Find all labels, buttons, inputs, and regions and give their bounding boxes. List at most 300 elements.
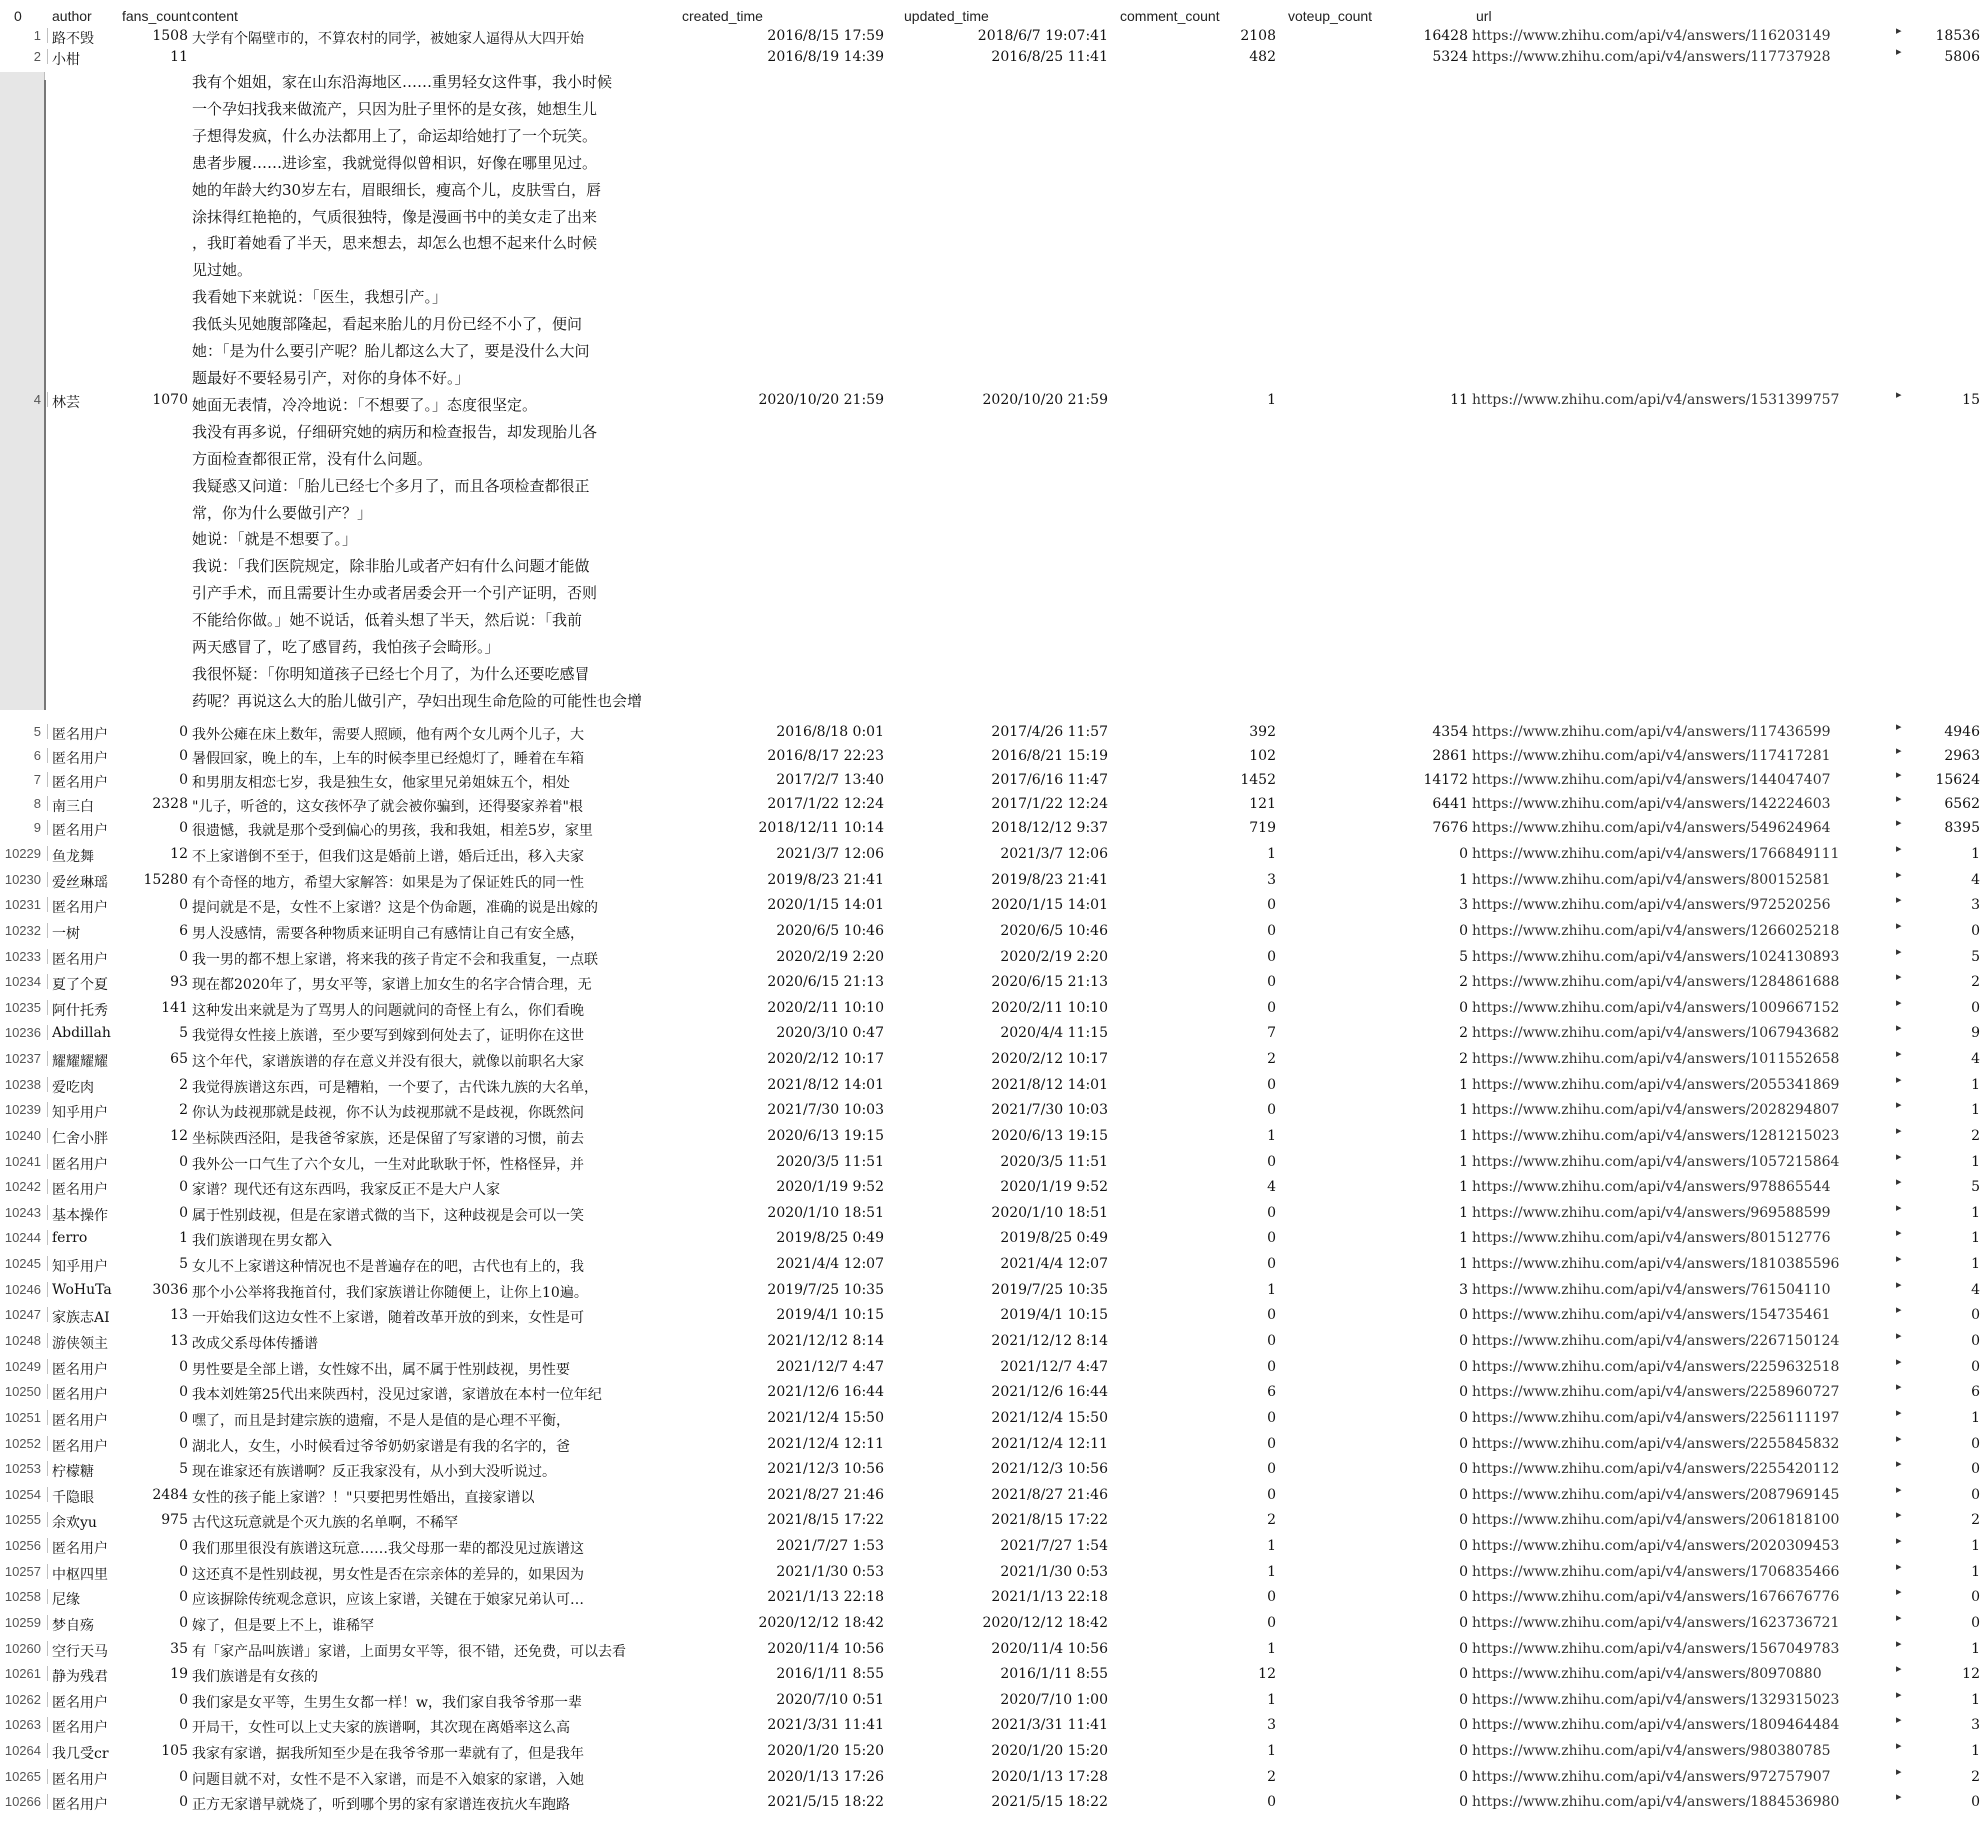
cell-extra[interactable]: 0 — [1971, 1333, 1980, 1349]
header-comment[interactable]: comment_count — [1120, 8, 1220, 24]
cell-author[interactable]: 柠檬糖 — [52, 1464, 94, 1480]
cell-created[interactable]: 2021/12/4 15:50 — [767, 1410, 884, 1426]
cell-comment[interactable]: 3 — [1267, 1717, 1276, 1733]
row-number[interactable]: 10255 — [0, 1512, 48, 1527]
cell-created[interactable]: 2020/1/20 15:20 — [767, 1743, 884, 1759]
cell-updated[interactable]: 2017/6/16 11:47 — [991, 772, 1108, 788]
cell-comment[interactable]: 1 — [1267, 1743, 1276, 1759]
cell-author[interactable]: ferro — [52, 1230, 88, 1246]
cell-content[interactable]: 现在都2020年了，男女平等，家谱上加女生的名字合情合理，无 — [192, 977, 592, 993]
cell-fans[interactable]: 93 — [170, 974, 188, 990]
cell-updated[interactable]: 2021/12/4 15:50 — [991, 1410, 1108, 1426]
cell-updated[interactable]: 2021/8/15 17:22 — [991, 1512, 1108, 1528]
row-number[interactable]: 10265 — [0, 1769, 48, 1784]
comment-flag-icon[interactable]: ▸ — [1896, 1124, 1902, 1137]
cell-content[interactable]: 有「家产品叫族谱」家谱，上面男女平等，很不错，还免费，可以去看 — [192, 1644, 626, 1660]
cell-extra[interactable]: 4 — [1971, 1282, 1980, 1298]
cell-content[interactable]: 古代这玩意就是个灭九族的名单啊，不稀罕 — [192, 1515, 458, 1531]
cell-fans[interactable]: 0 — [179, 949, 188, 965]
cell-content[interactable]: 家谱？现代还有这东西吗，我家反正不是大户人家 — [192, 1182, 500, 1198]
cell-comment[interactable]: 3 — [1267, 872, 1276, 888]
comment-flag-icon[interactable]: ▸ — [1896, 720, 1902, 733]
cell-updated[interactable]: 2021/12/3 10:56 — [991, 1461, 1108, 1477]
comment-flag-icon[interactable]: ▸ — [1896, 1534, 1902, 1547]
row-number[interactable]: 10262 — [0, 1692, 48, 1707]
cell-extra[interactable]: 0 — [1971, 923, 1980, 939]
cell-fans[interactable]: 3036 — [152, 1282, 188, 1298]
cell-voteup[interactable]: 0 — [1459, 1666, 1468, 1682]
cell-created[interactable]: 2016/1/11 8:55 — [776, 1666, 884, 1682]
cell-fans[interactable]: 0 — [179, 1179, 188, 1195]
row-number[interactable]: 10237 — [0, 1051, 48, 1066]
cell-comment[interactable]: 0 — [1267, 1589, 1276, 1605]
cell-created[interactable]: 2021/12/6 16:44 — [767, 1384, 884, 1400]
cell-author[interactable]: 匿名用户 — [52, 751, 108, 767]
cell-voteup[interactable]: 0 — [1459, 1692, 1468, 1708]
cell-extra[interactable]: 4946 — [1944, 724, 1980, 740]
cell-url[interactable]: https://www.zhihu.com/api/v4/answers/2028294807 — [1472, 1102, 1840, 1118]
cell-voteup[interactable]: 5324 — [1432, 49, 1468, 65]
cell-content[interactable]: 我觉得女性接上族谱，至少要写到嫁到何处去了，证明你在这世 — [192, 1028, 584, 1044]
cell-created[interactable]: 2021/12/4 12:11 — [767, 1436, 884, 1452]
cell-voteup[interactable]: 1 — [1459, 1205, 1468, 1221]
cell-comment[interactable]: 0 — [1267, 1154, 1276, 1170]
comment-flag-icon[interactable]: ▸ — [1896, 1021, 1902, 1034]
cell-extra[interactable]: 1 — [1971, 1538, 1980, 1554]
cell-created[interactable]: 2021/1/13 22:18 — [767, 1589, 884, 1605]
cell-created[interactable]: 2021/5/15 18:22 — [767, 1794, 884, 1810]
comment-flag-icon[interactable]: ▸ — [1896, 1688, 1902, 1701]
cell-voteup[interactable]: 2861 — [1432, 748, 1468, 764]
cell-updated[interactable]: 2020/6/5 10:46 — [1000, 923, 1108, 939]
comment-flag-icon[interactable]: ▸ — [1896, 970, 1902, 983]
cell-voteup[interactable]: 3 — [1459, 897, 1468, 913]
cell-author[interactable]: 匿名用户 — [52, 1695, 108, 1711]
cell-url[interactable]: https://www.zhihu.com/api/v4/answers/1706835466 — [1472, 1564, 1840, 1580]
cell-author[interactable]: 匿名用户 — [52, 775, 108, 791]
comment-flag-icon[interactable]: ▸ — [1896, 1201, 1902, 1214]
cell-content[interactable]: 提问就是不是，女性不上家谱？这是个伪命题，准确的说是出嫁的 — [192, 900, 598, 916]
cell-created[interactable]: 2018/12/11 10:14 — [758, 820, 884, 836]
cell-extra[interactable]: 2 — [1971, 974, 1980, 990]
cell-url[interactable]: https://www.zhihu.com/api/v4/answers/116203149 — [1472, 28, 1831, 44]
cell-voteup[interactable]: 6441 — [1432, 796, 1468, 812]
cell-updated[interactable]: 2020/1/20 15:20 — [991, 1743, 1108, 1759]
cell-voteup[interactable]: 0 — [1459, 1769, 1468, 1785]
cell-voteup[interactable]: 1 — [1459, 1154, 1468, 1170]
cell-url[interactable]: https://www.zhihu.com/api/v4/answers/1810385596 — [1472, 1256, 1840, 1272]
cell-author[interactable]: 鱼龙舞 — [52, 849, 94, 865]
comment-flag-icon[interactable]: ▸ — [1896, 768, 1902, 781]
cell-fans[interactable]: 5 — [179, 1461, 188, 1477]
cell-comment[interactable]: 2108 — [1240, 28, 1276, 44]
cell-updated[interactable]: 2020/12/12 18:42 — [982, 1615, 1108, 1631]
cell-author[interactable]: 匿名用户 — [52, 1182, 108, 1198]
cell-comment[interactable]: 12 — [1258, 1666, 1276, 1682]
cell-voteup[interactable]: 11 — [1450, 392, 1468, 408]
cell-extra[interactable]: 0 — [1971, 1461, 1980, 1477]
cell-author[interactable]: 爱吃肉 — [52, 1080, 94, 1096]
cell-created[interactable]: 2016/8/18 0:01 — [776, 724, 884, 740]
cell-fans[interactable]: 0 — [179, 1615, 188, 1631]
cell-voteup[interactable]: 0 — [1459, 846, 1468, 862]
row-number[interactable]: 10229 — [0, 846, 48, 861]
cell-voteup[interactable]: 0 — [1459, 1564, 1468, 1580]
cell-created[interactable]: 2021/8/15 17:22 — [767, 1512, 884, 1528]
comment-flag-icon[interactable]: ▸ — [1896, 1175, 1902, 1188]
comment-flag-icon[interactable]: ▸ — [1896, 1765, 1902, 1778]
cell-comment[interactable]: 0 — [1267, 923, 1276, 939]
row-number[interactable]: 10236 — [0, 1025, 48, 1040]
row-number[interactable]: 10252 — [0, 1436, 48, 1451]
cell-content[interactable]: 嫁了，但是要上不上，谁稀罕 — [192, 1618, 374, 1634]
cell-created[interactable]: 2020/3/10 0:47 — [776, 1025, 884, 1041]
cell-fans[interactable]: 5 — [179, 1256, 188, 1272]
cell-created[interactable]: 2017/2/7 13:40 — [776, 772, 884, 788]
comment-flag-icon[interactable]: ▸ — [1896, 1739, 1902, 1752]
cell-comment[interactable]: 0 — [1267, 1615, 1276, 1631]
cell-author[interactable]: 余欢yu — [52, 1515, 97, 1531]
cell-updated[interactable]: 2017/1/22 12:24 — [991, 796, 1108, 812]
cell-created[interactable]: 2020/6/15 21:13 — [767, 974, 884, 990]
comment-flag-icon[interactable]: ▸ — [1896, 1713, 1902, 1726]
cell-created[interactable]: 2020/1/15 14:01 — [767, 897, 884, 913]
cell-updated[interactable]: 2016/8/21 15:19 — [991, 748, 1108, 764]
cell-created[interactable]: 2019/8/23 21:41 — [767, 872, 884, 888]
cell-author[interactable]: 耀耀耀耀 — [52, 1054, 108, 1070]
cell-updated[interactable]: 2021/3/31 11:41 — [991, 1717, 1108, 1733]
header-created[interactable]: created_time — [682, 8, 763, 24]
cell-fans[interactable]: 2484 — [152, 1487, 188, 1503]
cell-fans[interactable]: 1070 — [152, 392, 188, 408]
cell-voteup[interactable]: 0 — [1459, 1615, 1468, 1631]
row-number[interactable]: 10243 — [0, 1205, 48, 1220]
cell-comment[interactable]: 719 — [1249, 820, 1276, 836]
comment-flag-icon[interactable]: ▸ — [1896, 1790, 1902, 1803]
comment-flag-icon[interactable]: ▸ — [1896, 792, 1902, 805]
cell-comment[interactable]: 0 — [1267, 1436, 1276, 1452]
cell-content[interactable]: 湖北人，女生，小时候看过爷爷奶奶家谱是有我的名字的，爸 — [192, 1439, 570, 1455]
cell-url[interactable]: https://www.zhihu.com/api/v4/answers/1067943682 — [1472, 1025, 1840, 1041]
cell-content[interactable]: 我觉得族谱这东西，可是糟粕，一个要了，古代诛九族的大名单， — [192, 1080, 598, 1096]
cell-url[interactable]: https://www.zhihu.com/api/v4/answers/972757907 — [1472, 1769, 1831, 1785]
cell-fans[interactable]: 2328 — [152, 796, 188, 812]
cell-voteup[interactable]: 2 — [1459, 1051, 1468, 1067]
cell-content[interactable]: 男人没感情，需要各种物质来证明自己有感情让自己有安全感， — [192, 926, 584, 942]
cell-url[interactable]: https://www.zhihu.com/api/v4/answers/117417281 — [1472, 748, 1831, 764]
cell-voteup[interactable]: 16428 — [1423, 28, 1468, 44]
header-updated[interactable]: updated_time — [904, 8, 989, 24]
cell-comment[interactable]: 102 — [1249, 748, 1276, 764]
cell-updated[interactable]: 2018/12/12 9:37 — [991, 820, 1108, 836]
cell-content[interactable]: 我们那里很没有族谱这玩意……我父母那一辈的都没见过族谱这 — [192, 1541, 584, 1557]
cell-created[interactable]: 2021/8/12 14:01 — [767, 1077, 884, 1093]
cell-author[interactable]: 南三白 — [52, 799, 94, 815]
cell-voteup[interactable]: 0 — [1459, 1512, 1468, 1528]
cell-created[interactable]: 2021/1/30 0:53 — [776, 1564, 884, 1580]
comment-flag-icon[interactable]: ▸ — [1896, 1611, 1902, 1624]
cell-url[interactable]: https://www.zhihu.com/api/v4/answers/2061818100 — [1472, 1512, 1840, 1528]
cell-voteup[interactable]: 0 — [1459, 1794, 1468, 1810]
row-number[interactable]: 10246 — [0, 1282, 48, 1297]
cell-voteup[interactable]: 0 — [1459, 1717, 1468, 1733]
cell-content[interactable]: 开局干，女性可以上丈夫家的族谱啊，其次现在离婚率这么高 — [192, 1720, 570, 1736]
cell-fans[interactable]: 0 — [179, 1538, 188, 1554]
cell-fans[interactable]: 2 — [179, 1102, 188, 1118]
cell-created[interactable]: 2019/8/25 0:49 — [776, 1230, 884, 1246]
cell-url[interactable]: https://www.zhihu.com/api/v4/answers/2258960727 — [1472, 1384, 1840, 1400]
cell-content[interactable]: 我本刘姓第25代出来陕西村，没见过家谱，家谱放在本村一位年纪 — [192, 1387, 602, 1403]
cell-comment[interactable]: 0 — [1267, 1307, 1276, 1323]
cell-extra[interactable]: 12 — [1962, 1666, 1980, 1682]
cell-author[interactable]: 匿名用户 — [52, 1541, 108, 1557]
row-number[interactable]: 10264 — [0, 1743, 48, 1758]
cell-created[interactable]: 2020/6/13 19:15 — [767, 1128, 884, 1144]
row-number[interactable]: 10257 — [0, 1564, 48, 1579]
cell-comment[interactable]: 1 — [1267, 1641, 1276, 1657]
cell-voteup[interactable]: 14172 — [1423, 772, 1468, 788]
comment-flag-icon[interactable]: ▸ — [1896, 1303, 1902, 1316]
row-number[interactable]: 10249 — [0, 1359, 48, 1374]
cell-voteup[interactable]: 0 — [1459, 923, 1468, 939]
cell-created[interactable]: 2020/1/13 17:26 — [767, 1769, 884, 1785]
cell-url[interactable]: https://www.zhihu.com/api/v4/answers/80970880 — [1472, 1666, 1822, 1682]
cell-updated[interactable]: 2020/6/13 19:15 — [991, 1128, 1108, 1144]
comment-flag-icon[interactable]: ▸ — [1896, 1252, 1902, 1265]
cell-comment[interactable]: 1 — [1267, 846, 1276, 862]
cell-fans[interactable]: 0 — [179, 748, 188, 764]
cell-extra[interactable]: 0 — [1971, 1436, 1980, 1452]
comment-flag-icon[interactable]: ▸ — [1896, 945, 1902, 958]
comment-flag-icon[interactable]: ▸ — [1896, 842, 1902, 855]
cell-url[interactable]: https://www.zhihu.com/api/v4/answers/972520256 — [1472, 897, 1831, 913]
comment-flag-icon[interactable]: ▸ — [1896, 1662, 1902, 1675]
row-number[interactable]: 10245 — [0, 1256, 48, 1271]
comment-flag-icon[interactable]: ▸ — [1896, 919, 1902, 932]
cell-updated[interactable]: 2020/10/20 21:59 — [982, 392, 1108, 408]
cell-voteup[interactable]: 0 — [1459, 1641, 1468, 1657]
cell-author[interactable]: 林芸 — [52, 395, 80, 411]
cell-author[interactable]: 空行天马 — [52, 1644, 108, 1660]
comment-flag-icon[interactable]: ▸ — [1896, 1047, 1902, 1060]
cell-author[interactable]: 夏了个夏 — [52, 977, 108, 993]
cell-extra[interactable]: 15624 — [1935, 772, 1980, 788]
cell-author[interactable]: 基本操作 — [52, 1208, 108, 1224]
cell-created[interactable]: 2021/3/31 11:41 — [767, 1717, 884, 1733]
cell-content[interactable]: 大学有个隔壁市的，不算农村的同学，被她家人逼得从大四开始 — [192, 31, 584, 47]
cell-fans[interactable]: 141 — [161, 1000, 188, 1016]
cell-updated[interactable]: 2021/3/7 12:06 — [1000, 846, 1108, 862]
cell-content[interactable]: 我家有家谱，据我所知至少是在我爷爷那一辈就有了，但是我年 — [192, 1746, 584, 1762]
comment-flag-icon[interactable]: ▸ — [1896, 1329, 1902, 1342]
cell-url[interactable]: https://www.zhihu.com/api/v4/answers/969588599 — [1472, 1205, 1831, 1221]
comment-flag-icon[interactable]: ▸ — [1896, 1560, 1902, 1573]
row-number[interactable]: 4 — [0, 392, 48, 407]
cell-extra[interactable]: 2 — [1971, 1128, 1980, 1144]
comment-flag-icon[interactable]: ▸ — [1896, 996, 1902, 1009]
cell-fans[interactable]: 15280 — [143, 872, 188, 888]
row-number[interactable]: 10242 — [0, 1179, 48, 1194]
cell-content[interactable]: 问题目就不对，女性不是不入家谱，而是不入娘家的家谱，入她 — [192, 1772, 584, 1788]
comment-flag-icon[interactable]: ▸ — [1896, 1073, 1902, 1086]
cell-content[interactable]: 正方无家谱早就烧了，听到哪个男的家有家谱连夜抗火车跑路 — [192, 1797, 570, 1813]
cell-created[interactable]: 2021/7/30 10:03 — [767, 1102, 884, 1118]
cell-fans[interactable]: 975 — [161, 1512, 188, 1528]
cell-author[interactable]: 一树 — [52, 926, 80, 942]
cell-created[interactable]: 2016/8/17 22:23 — [767, 748, 884, 764]
cell-url[interactable]: https://www.zhihu.com/api/v4/answers/1057215864 — [1472, 1154, 1840, 1170]
row-number[interactable]: 10231 — [0, 897, 48, 912]
cell-content[interactable]: 这种发出来就是为了骂男人的问题就问的奇怪上有么，你们看晚 — [192, 1003, 584, 1019]
cell-fans[interactable]: 0 — [179, 1692, 188, 1708]
comment-flag-icon[interactable]: ▸ — [1896, 816, 1902, 829]
cell-updated[interactable]: 2021/7/30 10:03 — [991, 1102, 1108, 1118]
cell-extra[interactable]: 2 — [1971, 1512, 1980, 1528]
cell-voteup[interactable]: 0 — [1459, 1359, 1468, 1375]
row-number[interactable]: 10263 — [0, 1717, 48, 1732]
cell-fans[interactable]: 35 — [170, 1641, 188, 1657]
cell-created[interactable]: 2020/1/19 9:52 — [776, 1179, 884, 1195]
cell-voteup[interactable]: 0 — [1459, 1307, 1468, 1323]
cell-created[interactable]: 2021/12/3 10:56 — [767, 1461, 884, 1477]
cell-extra[interactable]: 1 — [1971, 1205, 1980, 1221]
cell-content[interactable]: 这个年代，家谱族谱的存在意义并没有很大，就像以前职名大家 — [192, 1054, 584, 1070]
cell-fans[interactable]: 0 — [179, 1794, 188, 1810]
cell-author[interactable]: 知乎用户 — [52, 1259, 108, 1275]
row-number[interactable]: 10240 — [0, 1128, 48, 1143]
cell-fans[interactable]: 0 — [179, 1154, 188, 1170]
cell-url[interactable]: https://www.zhihu.com/api/v4/answers/1567049783 — [1472, 1641, 1840, 1657]
cell-comment[interactable]: 2 — [1267, 1051, 1276, 1067]
cell-extra[interactable]: 0 — [1971, 1359, 1980, 1375]
cell-fans[interactable]: 105 — [161, 1743, 188, 1759]
cell-created[interactable]: 2021/7/27 1:53 — [776, 1538, 884, 1554]
cell-extra[interactable]: 5 — [1971, 949, 1980, 965]
cell-content[interactable]: 我们家是女平等，生男生女都一样！w，我们家自我爷爷那一辈 — [192, 1695, 582, 1711]
cell-url[interactable]: https://www.zhihu.com/api/v4/answers/117737928 — [1472, 49, 1831, 65]
cell-url[interactable]: https://www.zhihu.com/api/v4/answers/2020309453 — [1472, 1538, 1840, 1554]
cell-author[interactable]: 匿名用户 — [52, 1413, 108, 1429]
cell-voteup[interactable]: 1 — [1459, 872, 1468, 888]
comment-flag-icon[interactable]: ▸ — [1896, 1355, 1902, 1368]
cell-voteup[interactable]: 7676 — [1432, 820, 1468, 836]
cell-extra[interactable]: 2 — [1971, 1769, 1980, 1785]
cell-url[interactable]: https://www.zhihu.com/api/v4/answers/2256111197 — [1472, 1410, 1840, 1426]
cell-fans[interactable]: 0 — [179, 1589, 188, 1605]
comment-flag-icon[interactable]: ▸ — [1896, 1457, 1902, 1470]
cell-created[interactable]: 2017/1/22 12:24 — [767, 796, 884, 812]
cell-fans[interactable]: 1 — [179, 1230, 188, 1246]
row-number[interactable]: 10241 — [0, 1154, 48, 1169]
cell-content[interactable]: 女儿不上家谱这种情况也不是普遍存在的吧，古代也有上的，我 — [192, 1259, 584, 1275]
row-number[interactable]: 10254 — [0, 1487, 48, 1502]
cell-author[interactable]: 匿名用户 — [52, 1797, 108, 1813]
cell-author[interactable]: 尼缘 — [52, 1592, 80, 1608]
row-number[interactable]: 10266 — [0, 1794, 48, 1809]
cell-created[interactable]: 2021/3/7 12:06 — [776, 846, 884, 862]
cell-created[interactable]: 2020/10/20 21:59 — [758, 392, 884, 408]
cell-content[interactable]: "儿子，听爸的，这女孩怀孕了就会被你骗到，还得娶家养着"根 — [192, 799, 583, 815]
cell-content[interactable]: 那个小公举将我拖首付，我们家族谱让你随便上，让你上10遍。 — [192, 1285, 588, 1301]
comment-flag-icon[interactable]: ▸ — [1896, 1226, 1902, 1239]
cell-url[interactable]: https://www.zhihu.com/api/v4/answers/2255420112 — [1472, 1461, 1840, 1477]
cell-extra[interactable]: 0 — [1971, 1589, 1980, 1605]
expanded-content-cell[interactable] — [192, 69, 666, 719]
row-number[interactable]: 10248 — [0, 1333, 48, 1348]
cell-updated[interactable]: 2019/4/1 10:15 — [1000, 1307, 1108, 1323]
cell-extra[interactable]: 0 — [1971, 1487, 1980, 1503]
cell-updated[interactable]: 2021/12/6 16:44 — [991, 1384, 1108, 1400]
cell-extra[interactable]: 18536 — [1935, 28, 1980, 44]
cell-created[interactable]: 2020/11/4 10:56 — [767, 1641, 884, 1657]
cell-updated[interactable]: 2018/6/7 19:07:41 — [977, 28, 1108, 44]
cell-extra[interactable]: 6562 — [1944, 796, 1980, 812]
comment-flag-icon[interactable]: ▸ — [1896, 388, 1902, 401]
cell-extra[interactable]: 0 — [1971, 1615, 1980, 1631]
cell-created[interactable]: 2016/8/19 14:39 — [767, 49, 884, 65]
cell-created[interactable]: 2021/4/4 12:07 — [776, 1256, 884, 1272]
comment-flag-icon[interactable]: ▸ — [1896, 1150, 1902, 1163]
cell-url[interactable]: https://www.zhihu.com/api/v4/answers/1766849111 — [1472, 846, 1840, 862]
comment-flag-icon[interactable]: ▸ — [1896, 45, 1902, 58]
row-number[interactable]: 10234 — [0, 974, 48, 989]
cell-created[interactable]: 2021/12/12 8:14 — [767, 1333, 884, 1349]
cell-extra[interactable]: 0 — [1971, 1307, 1980, 1323]
cell-author[interactable]: 匿名用户 — [52, 1157, 108, 1173]
cell-created[interactable]: 2020/1/10 18:51 — [767, 1205, 884, 1221]
cell-url[interactable]: https://www.zhihu.com/api/v4/answers/154735461 — [1472, 1307, 1831, 1323]
cell-extra[interactable]: 1 — [1971, 1077, 1980, 1093]
cell-extra[interactable]: 1 — [1971, 1564, 1980, 1580]
cell-author[interactable]: WoHuTa — [52, 1282, 112, 1298]
comment-flag-icon[interactable]: ▸ — [1896, 1637, 1902, 1650]
cell-comment[interactable]: 392 — [1249, 724, 1276, 740]
cell-comment[interactable]: 0 — [1267, 1359, 1276, 1375]
cell-voteup[interactable]: 3 — [1459, 1282, 1468, 1298]
cell-voteup[interactable]: 1 — [1459, 1230, 1468, 1246]
cell-voteup[interactable]: 0 — [1459, 1410, 1468, 1426]
cell-content[interactable]: 嘿了，而且是封建宗族的遗瘤，不是人是值的是心理不平衡， — [192, 1413, 570, 1429]
cell-content[interactable]: 不上家谱倒不至于，但我们这是婚前上谱，婚后迁出，移入夫家 — [192, 849, 584, 865]
row-number[interactable]: 1 — [0, 28, 48, 43]
comment-flag-icon[interactable]: ▸ — [1896, 1278, 1902, 1291]
cell-author[interactable]: 静为残君 — [52, 1669, 108, 1685]
cell-author[interactable]: 千隐眼 — [52, 1490, 94, 1506]
cell-updated[interactable]: 2020/1/10 18:51 — [991, 1205, 1108, 1221]
cell-comment[interactable]: 1 — [1267, 392, 1276, 408]
cell-content[interactable]: 和男朋友相恋七岁，我是独生女，他家里兄弟姐妹五个，相处 — [192, 775, 570, 791]
cell-url[interactable]: https://www.zhihu.com/api/v4/answers/2259632518 — [1472, 1359, 1840, 1375]
comment-flag-icon[interactable]: ▸ — [1896, 1483, 1902, 1496]
cell-fans[interactable]: 13 — [170, 1307, 188, 1323]
cell-author[interactable]: 中枢四里 — [52, 1567, 108, 1583]
cell-extra[interactable]: 3 — [1971, 1717, 1980, 1733]
cell-extra[interactable]: 9 — [1971, 1025, 1980, 1041]
cell-author[interactable]: 匿名用户 — [52, 1720, 108, 1736]
cell-created[interactable]: 2019/4/1 10:15 — [776, 1307, 884, 1323]
header-index[interactable]: 0 — [14, 8, 22, 24]
cell-comment[interactable]: 0 — [1267, 897, 1276, 913]
cell-url[interactable]: https://www.zhihu.com/api/v4/answers/980380785 — [1472, 1743, 1831, 1759]
cell-author[interactable]: Abdillah — [52, 1025, 111, 1041]
cell-comment[interactable]: 0 — [1267, 1487, 1276, 1503]
cell-comment[interactable]: 0 — [1267, 949, 1276, 965]
cell-comment[interactable]: 1 — [1267, 1564, 1276, 1580]
cell-created[interactable]: 2021/8/27 21:46 — [767, 1487, 884, 1503]
cell-voteup[interactable]: 0 — [1459, 1436, 1468, 1452]
comment-flag-icon[interactable]: ▸ — [1896, 1098, 1902, 1111]
cell-voteup[interactable]: 2 — [1459, 1025, 1468, 1041]
